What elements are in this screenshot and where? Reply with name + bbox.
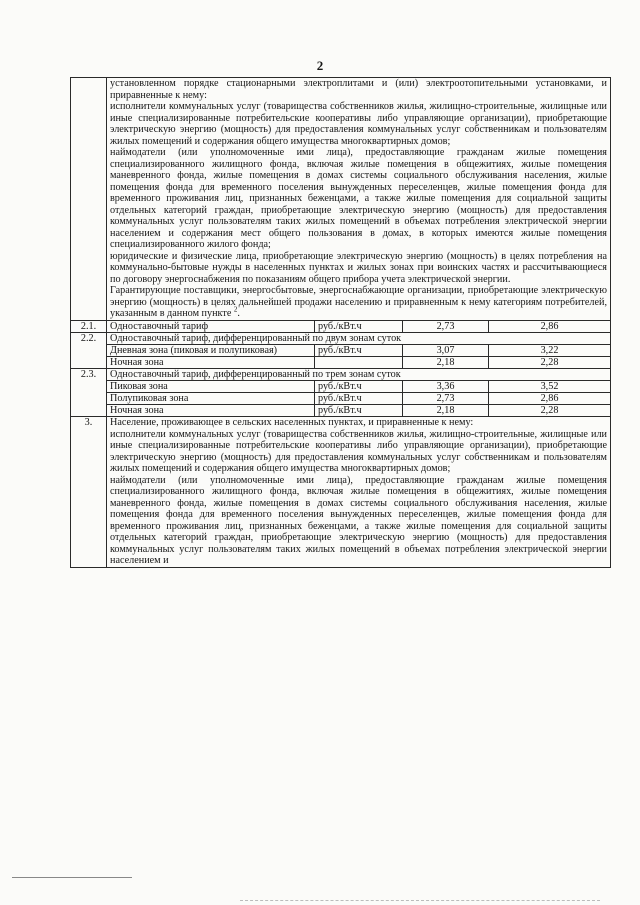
tariff-value-1: 3,36 <box>403 381 489 393</box>
zone-name: Ночная зона <box>107 357 315 369</box>
tariff-table <box>70 77 611 568</box>
description-paragraph: наймодатели (или уполномоченные ими лица), предоставляющие гражданам жилые помещения специализированного жилищного фонда, включая жилые помещения в общежитиях, жилые помещения маневренного фонда, жилые помещения в домах системы социального обслуживания населения, жилые помещения фонда для временного поселения вынужденных переселенцев, жилые помещения фонда для временного проживания лиц, признанных беженцами, а также жилые помещения для социальной защиты отдельных категорий граждан, приобретающие электрическую энергию (мощность) для предоставления коммунальных услуг пользователям таких жилых помещений в объемах потребления электрической энергии населением и <box>110 474 607 566</box>
rural-population-cell <box>107 417 611 568</box>
tariff-unit: руб./кВт.ч <box>315 320 403 332</box>
tariff-value-1: 2,73 <box>403 393 489 405</box>
table-row-continued <box>71 78 611 321</box>
tariff-value-1: 3,07 <box>403 344 489 357</box>
tariff-value-2: 3,52 <box>489 381 611 393</box>
tariff-unit: руб./кВт.ч <box>315 344 403 357</box>
tariff-unit: руб./кВт.ч <box>315 381 403 393</box>
table-row-2-3-night <box>71 405 611 417</box>
table-row-2-3-peak <box>71 381 611 393</box>
table-row-2-2-day <box>71 344 611 357</box>
tariff-value-2: 3,22 <box>489 344 611 357</box>
tariff-value-2: 2,28 <box>489 405 611 417</box>
footnote-divider <box>12 877 132 878</box>
zone-name: Ночная зона <box>107 405 315 417</box>
trailing-dot: . <box>237 308 240 319</box>
description-paragraph-last <box>110 285 607 320</box>
row-number: 2.2. <box>71 332 107 369</box>
tariff-value-1: 2,73 <box>403 320 489 332</box>
population-description-cell <box>107 78 611 321</box>
description-paragraph: наймодатели (или уполномоченные ими лица), предоставляющие гражданам жилые помещения специализированного жилищного фонда, включая жилые помещения в общежитиях, жилые помещения маневренного фонда, жилые помещения в домах системы социального обслуживания населения, жилые помещения фонда для временного поселения вынужденных переселенцев, жилые помещения фонда для временного проживания лиц, признанных беженцами, а также жилые помещения для социальной защиты отдельных категорий граждан, приобретающие электрическую энергию (мощность) для предоставления коммунальных услуг пользователям таких жилых помещений в объемах потребления электрической энергии населением и содержания мест общего пользования в домах, в которых имеются жилые помещения специализированного жилого фонда; <box>110 147 607 250</box>
row-number <box>71 78 107 321</box>
tariff-unit <box>315 357 403 369</box>
suppliers-text: Гарантирующие поставщики, энергосбытовые, энергоснабжающие организации, приобретающие электрическую энергию (мощность) в целях дальнейшей продажи населению и приравненным к нему категориям потребителей, указанным в данном пункте <box>110 285 607 319</box>
tariff-value-1: 2,18 <box>403 357 489 369</box>
description-paragraph: исполнители коммунальных услуг (товарищества собственников жилья, жилищно-строительные, жилищные или иные специализированные потребительские кооперативы либо управляющие организации), приобретающие электрическую энергию (мощность) для предоставления коммунальных услуг собственникам и пользователям жилых помещений и содержания общего имущества многоквартирных домов; <box>110 101 607 147</box>
zone-name: Дневная зона (пиковая и полупиковая) <box>107 344 315 357</box>
tariff-unit: руб./кВт.ч <box>315 405 403 417</box>
table-row-2-3-header <box>71 369 611 381</box>
row-number: 2.3. <box>71 369 107 417</box>
description-paragraph: исполнители коммунальных услуг (товарищества собственников жилья, жилищно-строительные, жилищные или иные специализированные потребительские кооперативы либо управляющие организации), приобретающие электрическую энергию (мощность) для предоставления коммунальных услуг собственникам и пользователям жилых помещений и содержания общего имущества многоквартирных домов; <box>110 428 607 474</box>
row-number: 2.1. <box>71 320 107 332</box>
row-number: 3. <box>71 417 107 568</box>
zone-name: Полупиковая зона <box>107 393 315 405</box>
tariff-value-2: 2,86 <box>489 320 611 332</box>
page-number: 2 <box>316 58 324 73</box>
table-row-2-1 <box>71 320 611 332</box>
description-paragraph: юридические и физические лица, приобретающие электрическую энергию (мощность) в целях потребления на коммунально-бытовые нужды в населенных пунктах и жилых зонах при воинских частях и рассчитывающиеся по договору энергоснабжения по показаниям общего прибора учета электрической энергии. <box>110 250 607 285</box>
table-row-2-2-night <box>71 357 611 369</box>
tariff-name: Одноставочный тариф <box>107 320 315 332</box>
scan-artifact-line <box>240 900 600 901</box>
description-paragraph: установленном порядке стационарными электроплитами и (или) электроотопительными установками, и приравненные к нему: <box>110 78 607 101</box>
table-row-2-3-semipeak <box>71 393 611 405</box>
section-header: Одноставочный тариф, дифференцированный по трем зонам суток <box>107 369 611 381</box>
tariff-value-2: 2,86 <box>489 393 611 405</box>
footnote-mark: 2 <box>233 305 238 314</box>
section-header: Одноставочный тариф, дифференцированный по двум зонам суток <box>107 332 611 344</box>
table-row-2-2-header <box>71 332 611 344</box>
tariff-value-1: 2,18 <box>403 405 489 417</box>
zone-name: Пиковая зона <box>107 381 315 393</box>
description-paragraph: Население, проживающее в сельских населенных пунктах, и приравненные к нему: <box>110 417 474 428</box>
table-row-3 <box>71 417 611 568</box>
tariff-value-2: 2,28 <box>489 357 611 369</box>
tariff-unit: руб./кВт.ч <box>315 393 403 405</box>
